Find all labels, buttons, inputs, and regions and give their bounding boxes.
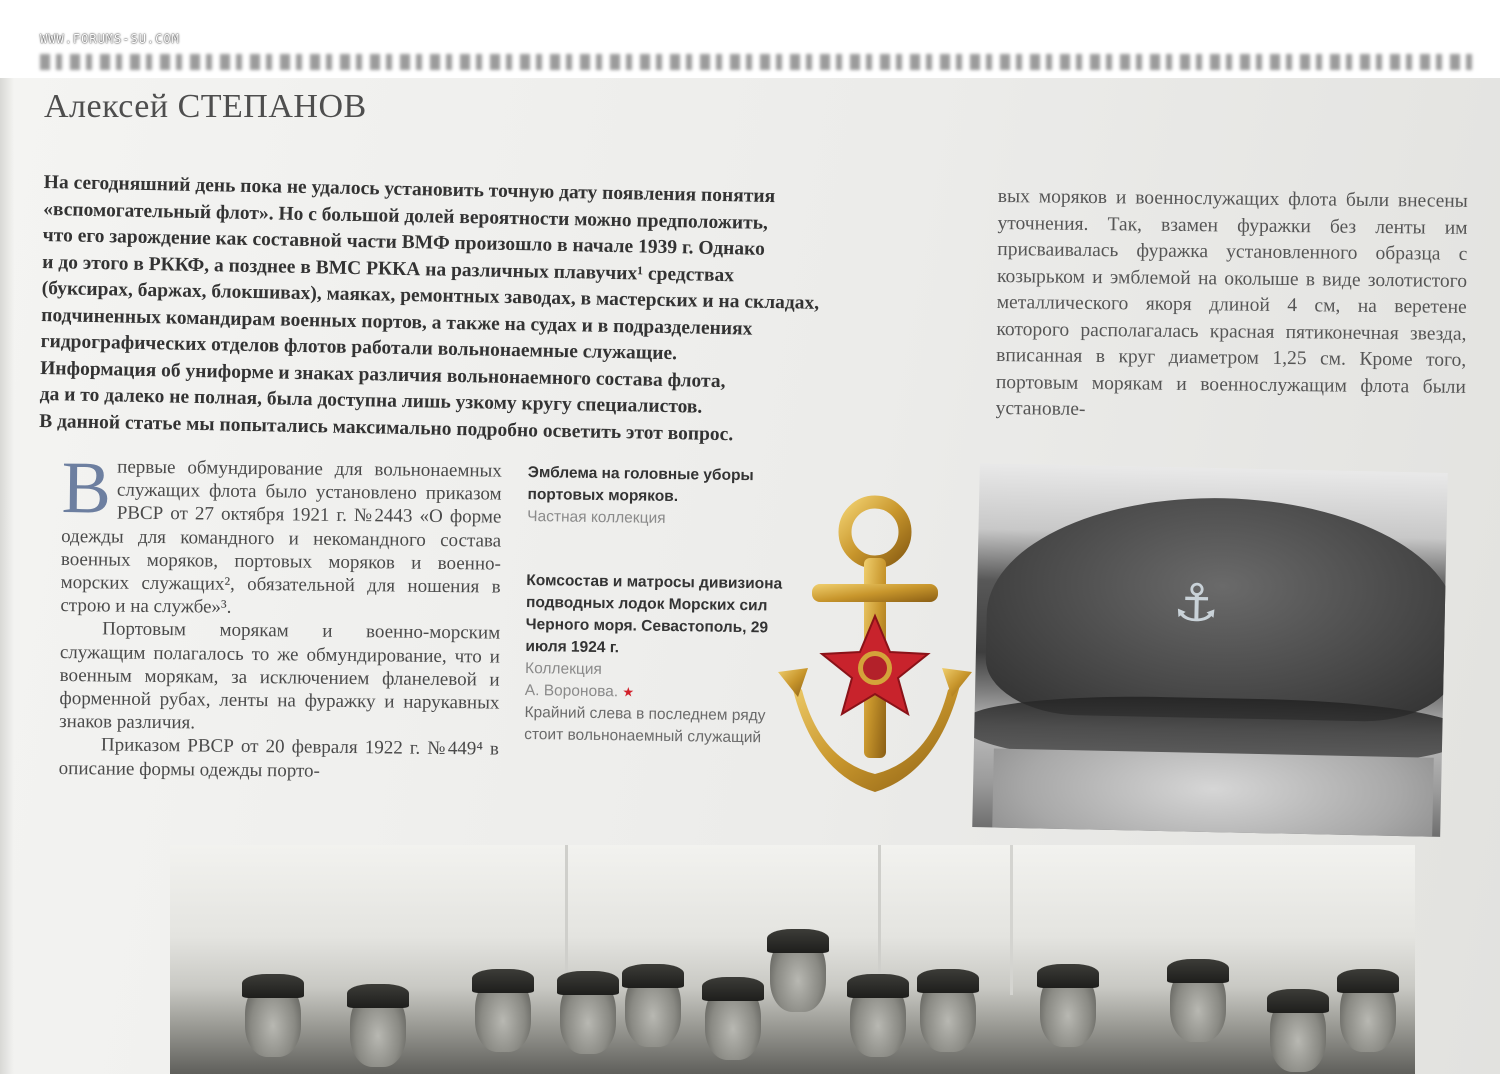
lead-line: подчиненных командирам военных портов, а также на судах и в подразделениях (41, 304, 753, 340)
sailor-cap (557, 971, 619, 995)
lead-line: (буксирах, баржах, блокшивах), маяках, ремонтных заводах, в мастерских и на складах, (41, 277, 820, 314)
sailor-portrait-photo (972, 463, 1448, 837)
body-paragraph (60, 447, 502, 622)
watermark: WWW.FORUMS-SU.COM (40, 32, 180, 46)
sailor-cap (242, 974, 304, 998)
photo-caption-title: Комсостав и матросы дивизиона подводных лодок Морских сил Черного моря. Севастополь, 29 июля 1924 г. (525, 571, 783, 657)
photo-caption-source-name: А. Воронова. (524, 681, 619, 701)
crowd (170, 934, 1415, 1074)
sailor-cap (1267, 989, 1329, 1013)
lead-line: В данной статье мы попытались максимально подробно осветить этот вопрос. (38, 410, 734, 445)
sailor-cap (1167, 959, 1229, 983)
article-author: Алексей СТЕПАНОВ (44, 88, 367, 125)
lead-line: Информация об униформе и знаках различия вольнонаемного состава флота, (39, 357, 726, 392)
sailor-cap (347, 984, 409, 1008)
anchor-icon: ⚓ (1172, 573, 1221, 635)
lead-line: На сегодняшний день пока не удалось установить точную дату появления понятия (43, 171, 776, 208)
emblem-caption-title: Эмблема на головные уборы портовых моряков. (527, 463, 754, 506)
right-column-text: вых моряков и военнослужащих флота были внесены уточнения. Так, взамен фуражки без ленты им присваивалась фуражка установленного образца с козырьком и эмблемой на околыше в виде золотистого металлического якоря длиной 4 см, на веретене которого располагалась красная пятиконечная звезда, вписанная в круг диаметром 1,25 см. Кроме того, портовым морякам и военнослужащим флота были установле- (995, 185, 1468, 420)
sailor-cap (767, 929, 829, 953)
body-paragraph: Портовым морякам и военно-морским служащим полагалось то же обмундирование, что и военным морякам, за исключением фланелевой и форменной рубах, ленты на фуражку и нарукавных знаков различия. (59, 618, 501, 734)
mouse-cursor (842, 292, 858, 314)
star-icon: ★ (622, 684, 635, 700)
body-paragraph: Приказом РВСР от 20 февраля 1922 г. №449⁴ в описание формы одежды порто- (58, 734, 500, 782)
screen-edge-shadow (0, 78, 14, 1074)
anchor-star-emblem-icon (770, 492, 980, 802)
sailor-cap (847, 974, 909, 998)
face-area (991, 748, 1433, 836)
group-photo (170, 845, 1415, 1074)
sailor-cap (472, 969, 534, 993)
article-body (58, 447, 502, 784)
sailor-cap (1037, 964, 1099, 988)
photo-caption-source-label: Коллекция (524, 659, 602, 679)
body-paragraph-text: первые обмундирование для вольнонаемных служащих флота было установлено приказом РВСР от 27 октября 1921 г. №2443 «О форме одежды для командного и некомандного состава военных моряков, портовых моряков и военно-морских служащих², обязательной для ношения в строю и на службе»³. (60, 456, 502, 619)
lead-line: что его зарождение как составной части ВМФ произошло в начале 1939 г. Однако (42, 224, 766, 260)
sailor-cap (917, 969, 979, 993)
cropped-headline (40, 54, 1480, 70)
lead-line: да и то далеко не полная, была доступна лишь узкому кругу специалистов. (39, 383, 703, 418)
lead-line: и до этого в РККФ, а позднее в ВМС РККА на различных плавучих¹ средствах (42, 251, 735, 286)
sailor-cap (1337, 969, 1399, 993)
lead-line: гидрографических отделов флотов работали вольнонаемные служащие. (40, 330, 678, 365)
article-lead (39, 170, 964, 453)
drop-cap: В (61, 447, 112, 530)
emblem-caption-source: Частная коллекция (527, 507, 666, 527)
photo-caption-note: Крайний слева в последнем ряду стоит вольнонаемный служащий (524, 703, 766, 747)
sailor-cap (702, 977, 764, 1001)
page-header-strip (0, 0, 1500, 78)
photo-captions (524, 462, 788, 750)
lead-line: «вспомогательный флот». Но с большой долей вероятности можно предположить, (43, 198, 769, 234)
sailor-cap (622, 964, 684, 988)
